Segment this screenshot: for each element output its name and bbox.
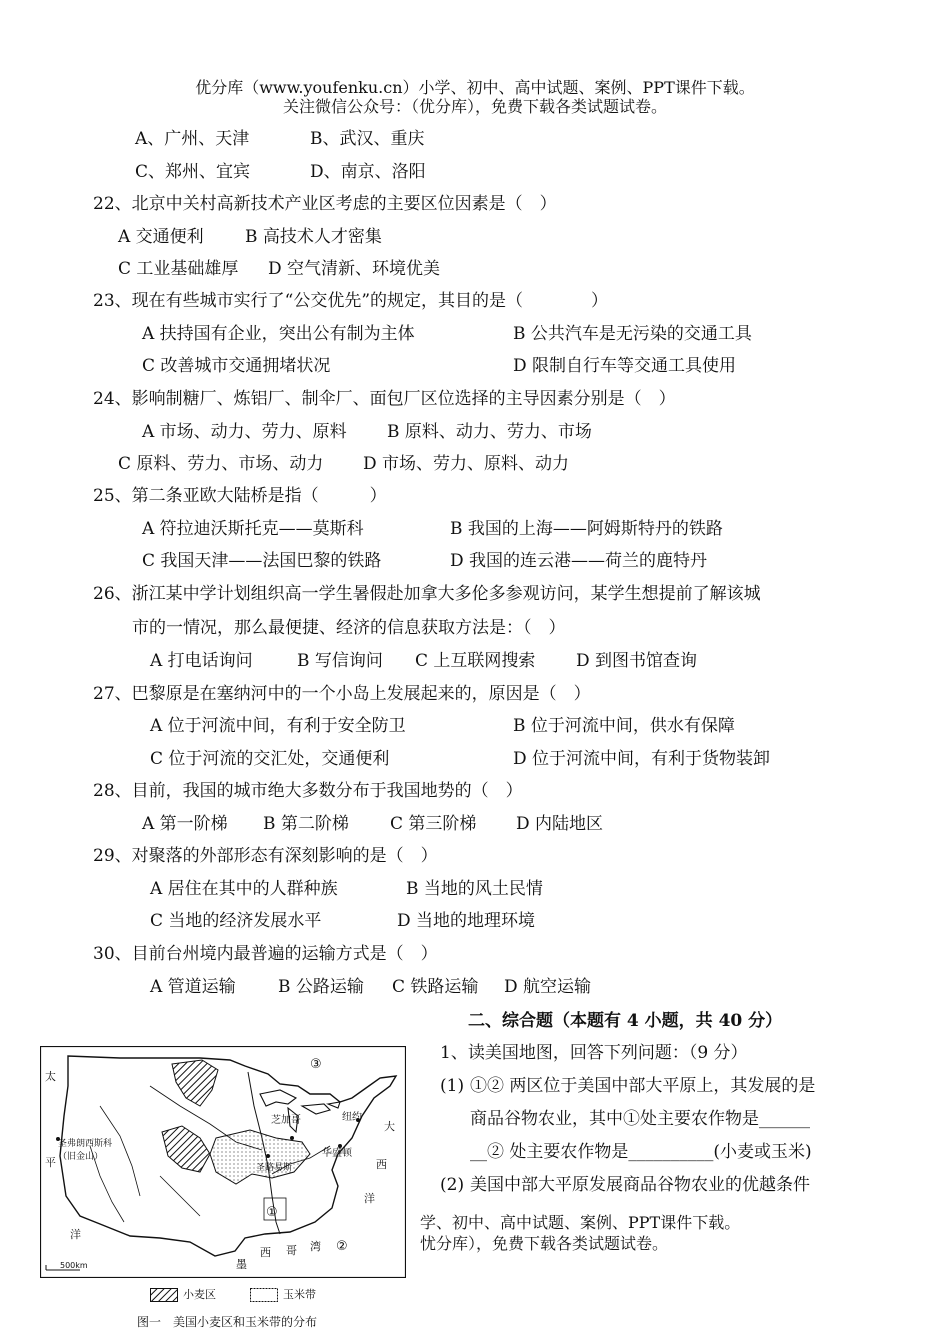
q21-option-a: A、广州、天津 bbox=[135, 129, 250, 149]
q29-option-b: B 当地的风土民情 bbox=[406, 879, 543, 899]
q21-option-c: C、郑州、宜宾 bbox=[135, 162, 251, 182]
legend-corn-swatch bbox=[250, 1288, 278, 1302]
label-xi: 西 bbox=[376, 1158, 387, 1171]
q29-option-d: D 当地的地理环境 bbox=[397, 911, 536, 931]
q21-option-d: D、南京、洛阳 bbox=[310, 162, 426, 182]
q27-option-b: B 位于河流中间，供水有保障 bbox=[513, 716, 735, 736]
q26-stem: 26、浙江某中学计划组织高一学生暑假赴加拿大多伦多参观访问，某学生想提前了解该城 bbox=[93, 584, 761, 604]
q24-stem: 24、影响制糖厂、炼铝厂、制伞厂、面包厂区位选择的主导因素分别是（ ） bbox=[93, 389, 676, 409]
s2-q1-part1-line1: ①② 两区位于美国中部大平原上，其发展的是 bbox=[470, 1076, 816, 1096]
label-new-york: 纽约 bbox=[342, 1112, 362, 1123]
legend-corn-label: 玉米带 bbox=[283, 1288, 316, 1301]
header-line-2: 关注微信公众号：（优分库），免费下载各类试题试卷。 bbox=[282, 97, 667, 116]
q23-option-b: B 公共汽车是无污染的交通工具 bbox=[513, 324, 752, 344]
s2-q1-part2-num: (2) bbox=[440, 1175, 465, 1195]
q24-option-c: C 原料、劳力、市场、动力 bbox=[118, 454, 324, 474]
q29-stem: 29、对聚落的外部形态有深刻影响的是（ ） bbox=[93, 846, 438, 866]
label-ge: 哥 bbox=[286, 1244, 297, 1257]
q22-option-d: D 空气清新、环境优美 bbox=[268, 259, 441, 279]
q28-option-c: C 第三阶梯 bbox=[390, 814, 477, 834]
label-wan: 湾 bbox=[310, 1240, 321, 1253]
q24-option-a: A 市场、动力、劳力、原料 bbox=[142, 422, 347, 442]
q23-option-d: D 限制自行车等交通工具使用 bbox=[513, 356, 737, 376]
label-circle-3: ③ bbox=[310, 1057, 322, 1072]
section-2-title: 二、综合题（本题有 4 小题，共 40 分） bbox=[468, 1011, 783, 1031]
label-yang-east: 洋 bbox=[364, 1192, 375, 1205]
q25-option-a: A 符拉迪沃斯托克——莫斯科 bbox=[142, 519, 364, 539]
s2-q1-part1-line2: 商品谷物农业，其中①处主要农作物是______ bbox=[470, 1109, 810, 1129]
q26-stem-cont: 市的一情况，那么最便捷、经济的信息获取方法是：（ ） bbox=[132, 618, 566, 638]
q23-stem: 23、现在有些城市实行了“公交优先”的规定，其目的是（ ） bbox=[93, 291, 609, 311]
q29-option-a: A 居住在其中的人群种族 bbox=[150, 879, 338, 899]
q26-option-d: D 到图书馆查询 bbox=[576, 651, 698, 671]
s2-q1-part1-line3: __② 处主要农作物是__________(小麦或玉米) bbox=[470, 1142, 812, 1162]
map-caption: 图一 美国小麦区和玉米带的分布 bbox=[137, 1315, 318, 1329]
q30-option-b: B 公路运输 bbox=[278, 977, 364, 997]
footer-line-1: 学、初中、高中试题、案例、PPT课件下载。 bbox=[420, 1213, 741, 1232]
q30-option-c: C 铁路运输 bbox=[392, 977, 479, 997]
legend-wheat-swatch bbox=[150, 1288, 178, 1302]
q27-option-a: A 位于河流中间，有利于安全防卫 bbox=[150, 716, 406, 736]
q21-option-b: B、武汉、重庆 bbox=[310, 129, 425, 149]
city-st-louis-dot bbox=[266, 1154, 270, 1158]
footer-line-2: 忧分库），免费下载各类试题试卷。 bbox=[420, 1234, 669, 1253]
s2-q1-stem: 1、读美国地图，回答下列问题：（9 分） bbox=[440, 1043, 748, 1063]
q23-option-a: A 扶持国有企业，突出公有制为主体 bbox=[142, 324, 415, 344]
label-circle-1: ① bbox=[266, 1205, 278, 1220]
q27-option-c: C 位于河流的交汇处，交通便利 bbox=[150, 749, 390, 769]
label-washington: 华盛顿 bbox=[322, 1148, 352, 1159]
q25-option-c: C 我国天津——法国巴黎的铁路 bbox=[142, 551, 382, 571]
q22-stem: 22、北京中关村高新技术产业区考虑的主要区位因素是（ ） bbox=[93, 194, 557, 214]
q25-option-b: B 我国的上海——阿姆斯特丹的铁路 bbox=[450, 519, 723, 539]
q25-stem: 25、第二条亚欧大陆桥是指（ ） bbox=[93, 486, 387, 506]
q30-stem: 30、目前台州境内最普遍的运输方式是（ ） bbox=[93, 944, 438, 964]
q22-option-a: A 交通便利 bbox=[118, 227, 204, 247]
s2-q1-part2-line1: 美国中部大平原发展商品谷物农业的优越条件 bbox=[470, 1175, 810, 1195]
q26-option-b: B 写信询问 bbox=[297, 651, 383, 671]
label-jinshan: （旧金山） bbox=[58, 1152, 104, 1162]
label-da: 大 bbox=[384, 1120, 395, 1133]
label-san-francisco: 圣弗朗西斯科 bbox=[58, 1139, 113, 1149]
q26-option-c: C 上互联网搜索 bbox=[415, 651, 536, 671]
q23-option-c: C 改善城市交通拥堵状况 bbox=[142, 356, 331, 376]
q25-option-d: D 我国的连云港——荷兰的鹿特丹 bbox=[450, 551, 708, 571]
label-chicago: 芝加哥 bbox=[271, 1115, 301, 1126]
label-st-louis: 圣路易斯 bbox=[256, 1163, 293, 1173]
s2-q1-part1-num: (1) bbox=[440, 1076, 465, 1096]
q24-option-b: B 原料、动力、劳力、市场 bbox=[387, 422, 592, 442]
q26-option-a: A 打电话询问 bbox=[150, 651, 253, 671]
label-scale: 500km bbox=[60, 1261, 88, 1270]
label-ping: 平 bbox=[45, 1156, 56, 1169]
city-chicago-dot bbox=[290, 1136, 294, 1140]
label-circle-2: ② bbox=[336, 1239, 348, 1254]
q24-option-d: D 市场、劳力、原料、动力 bbox=[363, 454, 570, 474]
q22-option-b: B 高技术人才密集 bbox=[245, 227, 382, 247]
legend-wheat-label: 小麦区 bbox=[183, 1288, 216, 1301]
q29-option-c: C 当地的经济发展水平 bbox=[150, 911, 322, 931]
label-tai: 太 bbox=[45, 1070, 56, 1083]
q22-option-c: C 工业基础雄厚 bbox=[118, 259, 239, 279]
label-xi2: 西 bbox=[260, 1246, 271, 1259]
q28-stem: 28、目前，我国的城市绝大多数分布于我国地势的（ ） bbox=[93, 781, 523, 801]
label-yang-west: 洋 bbox=[70, 1228, 81, 1241]
q28-option-b: B 第二阶梯 bbox=[263, 814, 349, 834]
label-mo: 墨 bbox=[236, 1258, 247, 1271]
header-line-1: 优分库（www.youfenku.cn）小学、初中、高中试题、案例、PPT课件下载。 bbox=[195, 78, 755, 97]
q28-option-a: A 第一阶梯 bbox=[142, 814, 228, 834]
usa-wheat-corn-map bbox=[40, 1046, 406, 1278]
q27-option-d: D 位于河流中间，有利于货物装卸 bbox=[513, 749, 771, 769]
q27-stem: 27、巴黎原是在塞纳河中的一个小岛上发展起来的，原因是（ ） bbox=[93, 684, 591, 704]
q28-option-d: D 内陆地区 bbox=[516, 814, 604, 834]
q30-option-a: A 管道运输 bbox=[150, 977, 236, 997]
q30-option-d: D 航空运输 bbox=[504, 977, 592, 997]
